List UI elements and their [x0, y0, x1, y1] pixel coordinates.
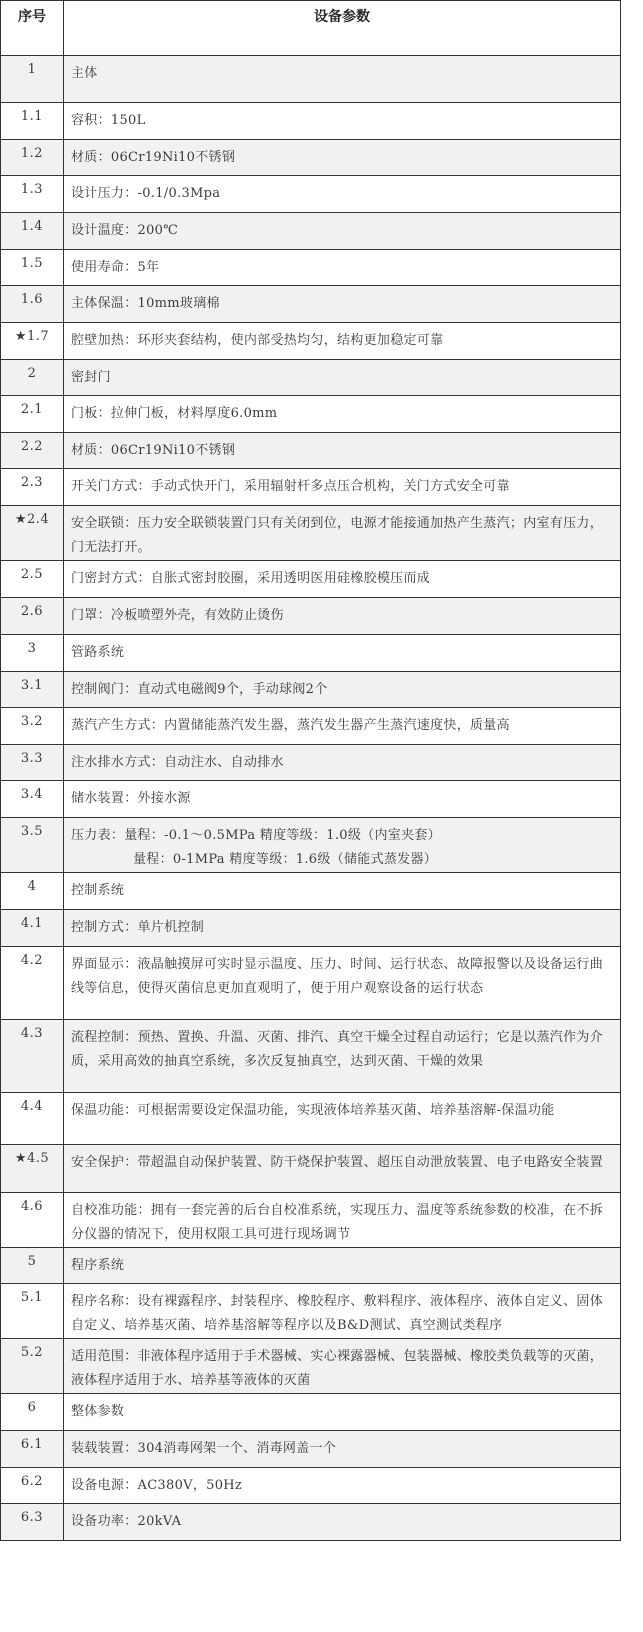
row-number: 1.1 [1, 103, 64, 140]
row-number: 4.3 [1, 1020, 64, 1093]
table-row [1, 1468, 621, 1504]
row-number: ★4.5 [1, 1145, 64, 1193]
table-row [1, 103, 621, 140]
table-row [1, 469, 621, 506]
row-parameter: 使用寿命：5年 [64, 250, 621, 286]
row-parameter [64, 818, 621, 873]
table-row [1, 1020, 621, 1093]
row-number: ★1.7 [1, 323, 64, 360]
row-parameter: 流程控制：预热、置换、升温、灭菌、排汽、真空干燥全过程自动运行；它是以蒸汽作为介质，采用高效的抽真空系统，多次反复抽真空，达到灭菌、干燥的效果 [64, 1020, 621, 1093]
row-parameter: 材质：06Cr19Ni10不锈钢 [64, 140, 621, 176]
row-parameter: 设计压力：-0.1/0.3Mpa [64, 176, 621, 213]
row-parameter: 蒸汽产生方式：内置储能蒸汽发生器，蒸汽发生器产生蒸汽速度快，质量高 [64, 708, 621, 745]
row-parameter: 开关门方式：手动式快开门，采用辐射杆多点压合机构，关门方式安全可靠 [64, 469, 621, 506]
row-parameter: 密封门 [64, 360, 621, 396]
table-row [1, 873, 621, 910]
table-row [1, 56, 621, 103]
table-row [1, 396, 621, 433]
header-serial-number: 序号 [1, 1, 64, 56]
row-parameter: 程序系统 [64, 1248, 621, 1284]
table-row [1, 1093, 621, 1145]
row-parameter: 设备电源：AC380V，50Hz [64, 1468, 621, 1504]
row-number: 3 [1, 635, 64, 672]
row-number: 5.2 [1, 1339, 64, 1394]
row-parameter: 设计温度：200℃ [64, 213, 621, 250]
row-parameter: 门罩：冷板喷塑外壳，有效防止烫伤 [64, 598, 621, 635]
pressure-gauge-line-1: 压力表：量程：-0.1～0.5MPa 精度等级：1.0级（内室夹套） [71, 828, 441, 843]
table-row [1, 433, 621, 469]
table-row [1, 947, 621, 1020]
row-parameter: 管路系统 [64, 635, 621, 672]
row-parameter: 主体 [64, 56, 621, 103]
row-number: 4.4 [1, 1093, 64, 1145]
table-row [1, 213, 621, 250]
row-parameter: 腔壁加热：环形夹套结构，使内部受热均匀，结构更加稳定可靠 [64, 323, 621, 360]
row-parameter: 设备功率：20kVA [64, 1504, 621, 1541]
table-row [1, 506, 621, 561]
table-row [1, 1284, 621, 1339]
row-parameter: 自校准功能：拥有一套完善的后台自校准系统，实现压力、温度等系统参数的校准，在不拆分仪器的情况下，使用权限工具可进行现场调节 [64, 1193, 621, 1248]
row-number: 4 [1, 873, 64, 910]
row-number: 3.2 [1, 708, 64, 745]
table-row [1, 176, 621, 213]
table-row [1, 781, 621, 818]
row-number: 1.6 [1, 286, 64, 323]
row-parameter: 门板：拉伸门板，材料厚度6.0mm [64, 396, 621, 433]
row-parameter: 装载装置：304消毒网架一个、消毒网盖一个 [64, 1431, 621, 1468]
table-row [1, 360, 621, 396]
row-parameter: 保温功能：可根据需要设定保温功能，实现液体培养基灭菌、培养基溶解-保温功能 [64, 1093, 621, 1145]
row-parameter: 注水排水方式：自动注水、自动排水 [64, 745, 621, 781]
row-number: 3.5 [1, 818, 64, 873]
row-number: 6.3 [1, 1504, 64, 1541]
table-row [1, 910, 621, 947]
row-number: 6 [1, 1394, 64, 1431]
row-number: 6.1 [1, 1431, 64, 1468]
table-row [1, 818, 621, 873]
table-row [1, 323, 621, 360]
row-number: 4.2 [1, 947, 64, 1020]
table-row [1, 1145, 621, 1193]
row-number: 4.6 [1, 1193, 64, 1248]
row-number: 2.1 [1, 396, 64, 433]
table-row [1, 1394, 621, 1431]
row-parameter: 安全联锁：压力安全联锁装置门只有关闭到位，电源才能接通加热产生蒸汽；内室有压力，门无法打开。 [64, 506, 621, 561]
table-row [1, 250, 621, 286]
row-number: 3.4 [1, 781, 64, 818]
row-number: 4.1 [1, 910, 64, 947]
row-parameter: 控制系统 [64, 873, 621, 910]
header-equipment-parameters: 设备参数 [64, 1, 621, 56]
table-row [1, 140, 621, 176]
table-row [1, 286, 621, 323]
table-row [1, 1504, 621, 1541]
row-parameter: 主体保温：10mm玻璃棉 [64, 286, 621, 323]
table-row [1, 598, 621, 635]
pressure-gauge-line-2: 量程：0-1MPa 精度等级：1.6级（储能式蒸发器） [133, 852, 438, 867]
row-number: 1.4 [1, 213, 64, 250]
row-number: 1.2 [1, 140, 64, 176]
row-number: 2.6 [1, 598, 64, 635]
row-parameter: 储水装置：外接水源 [64, 781, 621, 818]
table-row [1, 561, 621, 598]
row-parameter: 整体参数 [64, 1394, 621, 1431]
row-parameter: 容积：150L [64, 103, 621, 140]
table-row [1, 1193, 621, 1248]
row-number: 1.3 [1, 176, 64, 213]
row-number: ★2.4 [1, 506, 64, 561]
row-number: 1 [1, 56, 64, 103]
row-parameter: 控制阀门：直动式电磁阀9个，手动球阀2个 [64, 672, 621, 708]
table-row [1, 635, 621, 672]
row-number: 3.3 [1, 745, 64, 781]
row-parameter: 控制方式：单片机控制 [64, 910, 621, 947]
row-number: 5.1 [1, 1284, 64, 1339]
row-number: 2.3 [1, 469, 64, 506]
row-parameter: 安全保护：带超温自动保护装置、防干烧保护装置、超压自动泄放装置、电子电路安全装置 [64, 1145, 621, 1193]
row-number: 3.1 [1, 672, 64, 708]
row-parameter: 界面显示：液晶触摸屏可实时显示温度、压力、时间、运行状态、故障报警以及设备运行曲线等信息，使得灭菌信息更加直观明了，便于用户观察设备的运行状态 [64, 947, 621, 1020]
table-header-row [1, 1, 621, 56]
table-row [1, 1248, 621, 1284]
row-number: 2 [1, 360, 64, 396]
table-row [1, 708, 621, 745]
table-row [1, 745, 621, 781]
row-parameter: 适用范围：非液体程序适用于手术器械、实心裸露器械、包装器械、橡胶类负载等的灭菌，液体程序适用于水、培养基等液体的灭菌 [64, 1339, 621, 1394]
row-number: 2.2 [1, 433, 64, 469]
row-parameter: 门密封方式：自胀式密封胶圈，采用透明医用硅橡胶模压而成 [64, 561, 621, 598]
table-row [1, 1431, 621, 1468]
row-parameter: 程序名称：设有裸露程序、封装程序、橡胶程序、敷料程序、液体程序、液体自定义、固体自定义、培养基灭菌、培养基溶解等程序以及B&D测试、真空测试类程序 [64, 1284, 621, 1339]
row-parameter: 材质：06Cr19Ni10不锈钢 [64, 433, 621, 469]
table-row [1, 672, 621, 708]
row-number: 1.5 [1, 250, 64, 286]
row-number: 2.5 [1, 561, 64, 598]
row-number: 5 [1, 1248, 64, 1284]
table-row [1, 1339, 621, 1394]
row-number: 6.2 [1, 1468, 64, 1504]
